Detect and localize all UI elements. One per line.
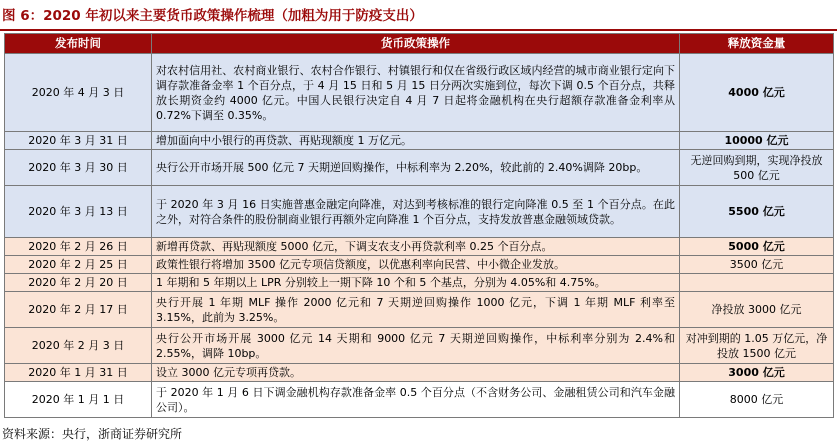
date-cell: 2020 年 2 月 3 日 bbox=[5, 328, 152, 364]
table-row bbox=[5, 256, 834, 274]
operation-cell: 政策性银行将增加 3500 亿元专项信贷额度，以优惠利率向民营、中小微企业发放。 bbox=[152, 256, 680, 274]
amount-cell: 净投放 3000 亿元 bbox=[680, 292, 834, 328]
amount-cell: 5000 亿元 bbox=[680, 238, 834, 256]
amount-cell: 无逆回购到期，实现净投放 500 亿元 bbox=[680, 150, 834, 186]
amount-cell: 3500 亿元 bbox=[680, 256, 834, 274]
figure-title: 图 6：2020 年初以来主要货币政策操作梳理（加粗为用于防疫支出） bbox=[2, 8, 423, 24]
table-row bbox=[5, 382, 834, 418]
policy-table bbox=[4, 33, 834, 418]
operation-cell: 央行公开市场开展 3000 亿元 14 天期和 9000 亿元 7 天期逆回购操作，中标利率分别为 2.4%和 2.55%，调降 10bp。 bbox=[152, 328, 680, 364]
amount-cell: 5500 亿元 bbox=[680, 186, 834, 238]
operation-cell: 央行开展 1 年期 MLF 操作 2000 亿元和 7 天期逆回购操作 1000 亿元，下调 1 年期 MLF 利率至 3.15%，此前为 3.25%。 bbox=[152, 292, 680, 328]
table-row bbox=[5, 328, 834, 364]
source-note: 资料来源：央行，浙商证券研究所 bbox=[2, 427, 183, 441]
header-date: 发布时间 bbox=[5, 34, 152, 54]
date-cell: 2020 年 2 月 17 日 bbox=[5, 292, 152, 328]
date-cell: 2020 年 2 月 26 日 bbox=[5, 238, 152, 256]
header-amount: 释放资金量 bbox=[680, 34, 834, 54]
amount-cell: 对冲到期的 1.05 万亿元，净投放 1500 亿元 bbox=[680, 328, 834, 364]
operation-cell: 对农村信用社、农村商业银行、农村合作银行、村镇银行和仅在省级行政区域内经营的城市商业银行定向下调存款准备金率 1 个百分点，于 4 月 15 日和 5 月 15 日分两次实施到位，每次下调 0.5 个百分点，共释放长期资金约 4000 亿元。中国人民银行决定自 4 月 7 日起将金融机构在央行超额存款准备金利率从 0.72%下调至 0.35%。 bbox=[152, 54, 680, 132]
amount-cell: 3000 亿元 bbox=[680, 364, 834, 382]
table-row bbox=[5, 238, 834, 256]
date-cell: 2020 年 3 月 31 日 bbox=[5, 132, 152, 150]
operation-cell: 新增再贷款、再贴现额度 5000 亿元，下调支农支小再贷款利率 0.25 个百分点。 bbox=[152, 238, 680, 256]
table-row bbox=[5, 274, 834, 292]
table-row bbox=[5, 364, 834, 382]
date-cell: 2020 年 3 月 30 日 bbox=[5, 150, 152, 186]
operation-cell: 设立 3000 亿元专项再贷款。 bbox=[152, 364, 680, 382]
amount-cell bbox=[680, 274, 834, 292]
table-row bbox=[5, 292, 834, 328]
date-cell: 2020 年 2 月 20 日 bbox=[5, 274, 152, 292]
table-row bbox=[5, 54, 834, 132]
date-cell: 2020 年 1 月 31 日 bbox=[5, 364, 152, 382]
operation-cell: 于 2020 年 1 月 6 日下调金融机构存款准备金率 0.5 个百分点（不含财务公司、金融租赁公司和汽车金融公司）。 bbox=[152, 382, 680, 418]
table-header-row bbox=[5, 34, 834, 54]
table-row bbox=[5, 132, 834, 150]
header-operation: 货币政策操作 bbox=[152, 34, 680, 54]
table-row bbox=[5, 186, 834, 238]
amount-cell: 10000 亿元 bbox=[680, 132, 834, 150]
amount-cell: 8000 亿元 bbox=[680, 382, 834, 418]
amount-cell: 4000 亿元 bbox=[680, 54, 834, 132]
table-row bbox=[5, 150, 834, 186]
operation-cell: 于 2020 年 3 月 16 日实施普惠金融定向降准，对达到考核标准的银行定向降准 0.5 至 1 个百分点。在此之外，对符合条件的股份制商业银行再额外定向降准 1 个百分点，支持发放普惠金融领域贷款。 bbox=[152, 186, 680, 238]
operation-cell: 1 年期和 5 年期以上 LPR 分别较上一期下降 10 个和 5 个基点，分别为 4.05%和 4.75%。 bbox=[152, 274, 680, 292]
date-cell: 2020 年 3 月 13 日 bbox=[5, 186, 152, 238]
operation-cell: 增加面向中小银行的再贷款、再贴现额度 1 万亿元。 bbox=[152, 132, 680, 150]
operation-cell: 央行公开市场开展 500 亿元 7 天期逆回购操作，中标利率为 2.20%，较此前的 2.40%调降 20bp。 bbox=[152, 150, 680, 186]
date-cell: 2020 年 2 月 25 日 bbox=[5, 256, 152, 274]
date-cell: 2020 年 4 月 3 日 bbox=[5, 54, 152, 132]
date-cell: 2020 年 1 月 1 日 bbox=[5, 382, 152, 418]
title-divider bbox=[0, 29, 837, 31]
